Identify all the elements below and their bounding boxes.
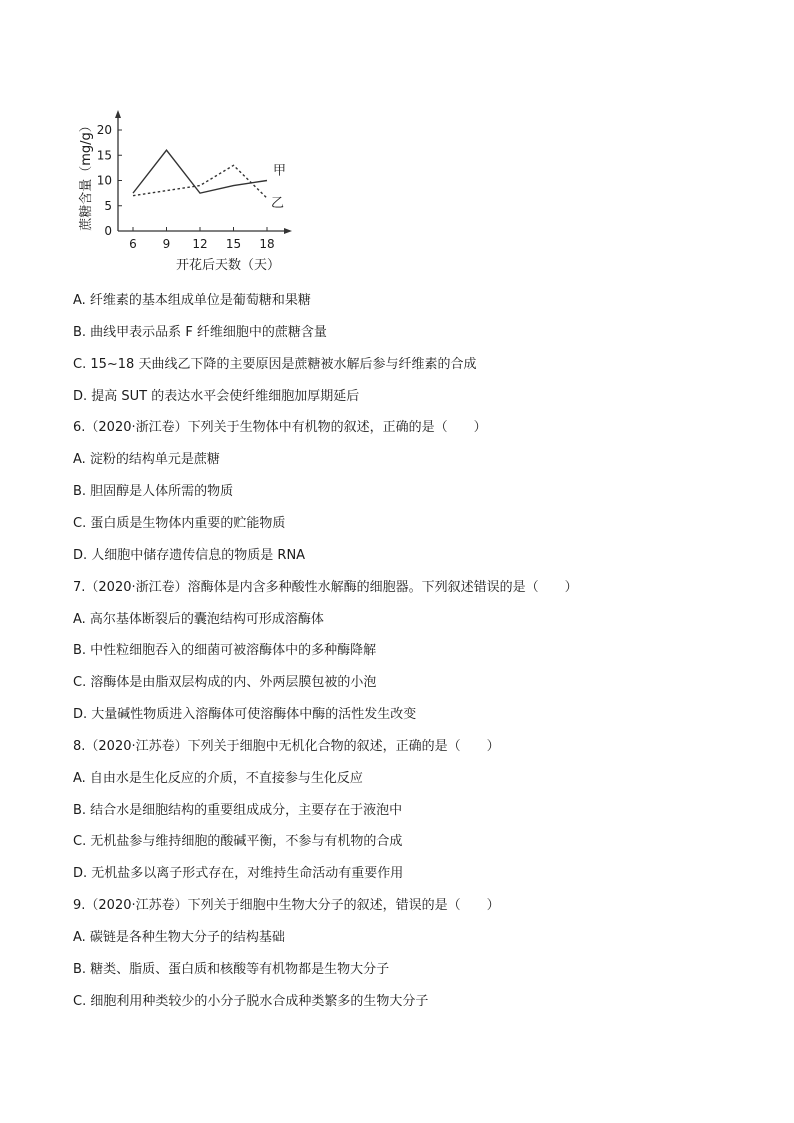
y-tick-label: 20 [96,123,112,137]
question-stem: 7.（2020·浙江卷）溶酶体是内含多种酸性水解酶的细胞器。下列叙述错误的是（ ） [73,580,578,595]
answer-option: D. 提高 SUT 的表达水平会使纤维细胞加厚期延后 [73,389,360,404]
y-axis-arrow-icon [115,110,121,118]
answer-option: A. 淀粉的结构单元是蔗糖 [73,452,220,467]
x-tick-label: 18 [259,237,275,251]
answer-option: B. 糖类、脂质、蛋白质和核酸等有机物都是生物大分子 [73,962,390,977]
series-label-yi: 乙 [271,196,285,212]
x-axis-arrow-icon [284,228,292,234]
answer-option: D. 大量碱性物质进入溶酶体可使溶酶体中酶的活性发生改变 [73,707,417,722]
y-tick-label: 5 [104,198,112,213]
y-tick-label: 0 [104,224,112,238]
answer-option: A. 碳链是各种生物大分子的结构基础 [73,930,285,945]
answer-option: D. 人细胞中储存遗传信息的物质是 RNA [73,548,306,563]
x-tick-label: 9 [162,237,171,251]
answer-option: A. 纤维素的基本组成单位是葡萄糖和果糖 [73,293,311,308]
question-stem: 6.（2020·浙江卷）下列关于生物体中有机物的叙述，正确的是（ ） [73,420,487,435]
x-tick-label: 6 [129,237,137,251]
answer-option: B. 结合水是细胞结构的重要组成成分，主要存在于液泡中 [73,803,403,818]
answer-option: C. 细胞利用种类较少的小分子脱水合成种类繁多的生物大分子 [73,994,429,1009]
answer-option: A. 自由水是生化反应的介质，不直接参与生化反应 [73,771,363,786]
series-line-jia [133,150,267,193]
answer-option: C. 溶酶体是由脂双层构成的内、外两层膜包被的小泡 [73,675,377,690]
answer-option: C. 15~18 天曲线乙下降的主要原因是蔗糖被水解后参与纤维素的合成 [73,357,477,372]
question-stem: 8.（2020·江苏卷）下列关于细胞中无机化合物的叙述，正确的是（ ） [73,739,500,754]
answer-option: B. 曲线甲表示品系 F 纤维细胞中的蔗糖含量 [73,325,327,340]
answer-option: C. 无机盐参与维持细胞的酸碱平衡，不参与有机物的合成 [73,834,403,849]
y-tick-label: 10 [96,173,112,188]
answer-option: C. 蛋白质是生物体内重要的贮能物质 [73,516,286,531]
sucrose-chart [70,100,300,280]
x-tick-label: 15 [225,237,242,251]
answer-option: B. 中性粒细胞吞入的细菌可被溶酶体中的多种酶降解 [73,643,377,658]
question-stem: 9.（2020·江苏卷）下列关于细胞中生物大分子的叙述，错误的是（ ） [73,898,500,913]
chart-y-label: 蔗糖含量（mg/g） [79,119,94,231]
chart-x-label: 开花后天数（天） [175,258,281,273]
answer-option: D. 无机盐多以离子形式存在，对维持生命活动有重要作用 [73,866,404,881]
answer-option: B. 胆固醇是人体所需的物质 [73,484,234,499]
y-tick-label: 15 [96,148,112,163]
x-tick-label: 12 [192,237,208,251]
answer-option: A. 高尔基体断裂后的囊泡结构可形成溶酶体 [73,612,324,627]
series-label-jia: 甲 [273,163,287,179]
